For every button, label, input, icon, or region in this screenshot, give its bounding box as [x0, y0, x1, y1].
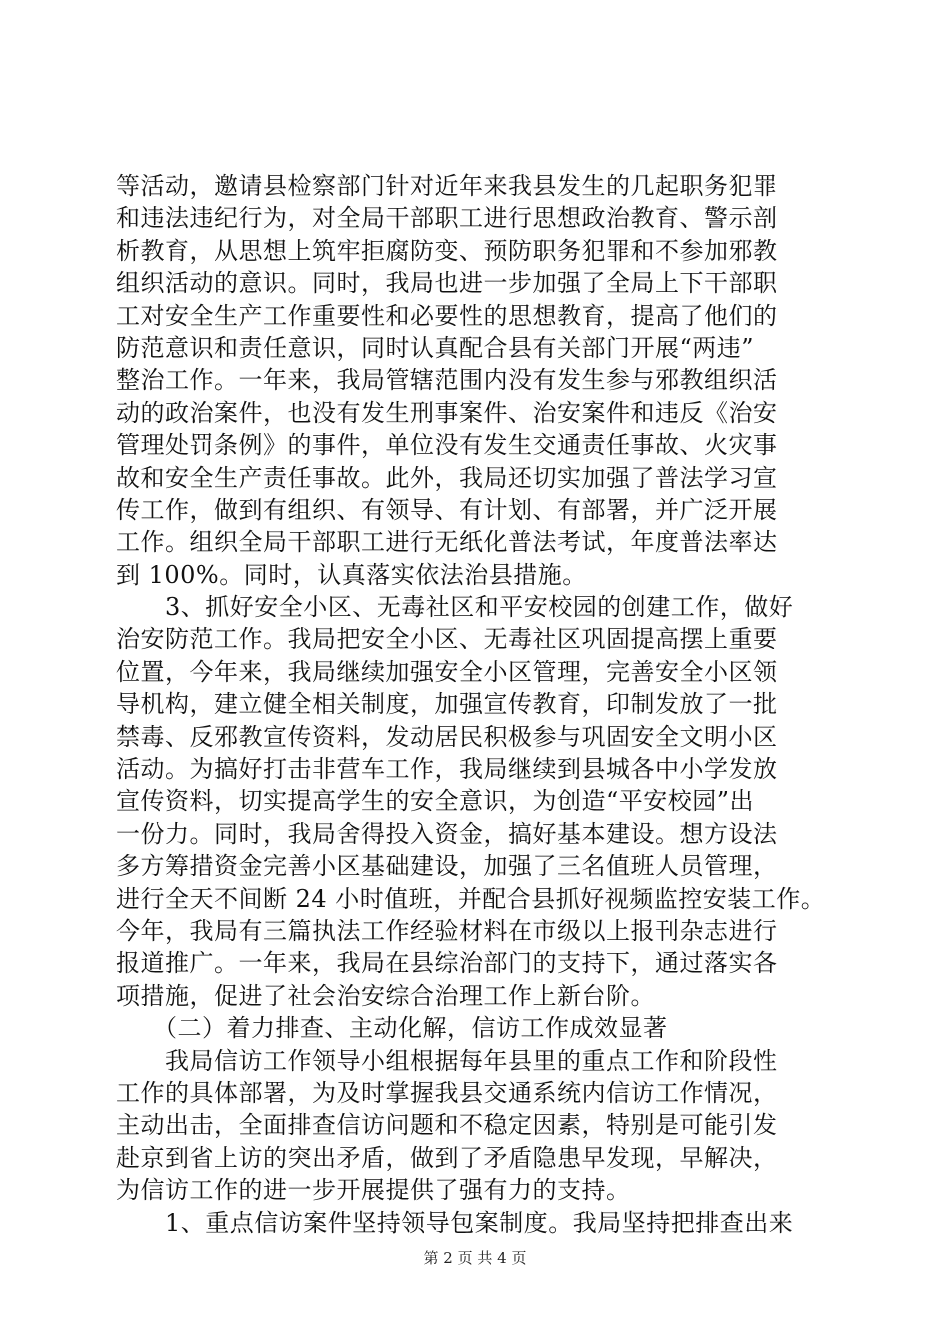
text-line: 一份力。同时，我局舍得投入资金，搞好基本建设。想方设法 — [116, 819, 778, 848]
text-line: 主动出击，全面排查信访问题和不稳定因素，特别是可能引发 — [116, 1111, 778, 1140]
text-line: 和违法违纪行为，对全局干部职工进行思想政治教育、警示剖 — [116, 204, 778, 233]
body-text — [116, 170, 836, 1239]
text-line: 进行全天不间断 24 小时值班，并配合县抓好视频监控安装工作。 — [116, 884, 826, 913]
text-line: 导机构，建立健全相关制度，加强宣传教育，印制发放了一批 — [116, 690, 778, 719]
text-line: 整治工作。一年来，我局管辖范围内没有发生参与邪教组织活 — [116, 366, 778, 395]
text-line: 工作。组织全局干部职工进行无纸化普法考试，年度普法率达 — [116, 528, 778, 557]
text-line: 1、重点信访案件坚持领导包案制度。我局坚持把排查出来 — [116, 1208, 794, 1237]
page-footer — [0, 1247, 950, 1268]
text-line: 析教育，从思想上筑牢拒腐防变、预防职务犯罪和不参加邪教 — [116, 236, 778, 265]
text-line: 等活动，邀请县检察部门针对近年来我县发生的几起职务犯罪 — [116, 172, 778, 200]
text-line: 动的政治案件，也没有发生刑事案件、治安案件和违反《治安 — [116, 398, 778, 427]
text-line: 3、抓好安全小区、无毒社区和平安校园的创建工作，做好 — [116, 593, 794, 622]
text-line: 组织活动的意识。同时，我局也进一步加强了全局上下干部职 — [116, 269, 778, 298]
page-number-label: 第 2 页 共 4 页 — [423, 1249, 527, 1267]
text-line: 项措施，促进了社会治安综合治理工作上新台阶。 — [116, 981, 655, 1010]
text-line: 赴京到省上访的突出矛盾，做到了矛盾隐患早发现，早解决， — [116, 1143, 778, 1172]
text-line: 活动。为搞好打击非营车工作，我局继续到县城各中小学发放 — [116, 755, 778, 784]
text-line: 为信访工作的进一步开展提供了强有力的支持。 — [116, 1176, 631, 1205]
text-line: 禁毒、反邪教宣传资料，发动居民积极参与巩固安全文明小区 — [116, 722, 778, 751]
text-line: 治安防范工作。我局把安全小区、无毒社区巩固提高摆上重要 — [116, 625, 778, 654]
text-line: 工作的具体部署，为及时掌握我县交通系统内信访工作情况， — [116, 1078, 778, 1107]
text-line: 我局信访工作领导小组根据每年县里的重点工作和阶段性 — [116, 1046, 778, 1075]
text-line: 防范意识和责任意识，同时认真配合县有关部门开展“两违” — [116, 333, 755, 362]
text-line: 报道推广。一年来，我局在县综治部门的支持下，通过落实各 — [116, 949, 778, 978]
text-line: 故和安全生产责任事故。此外，我局还切实加强了普法学习宣 — [116, 463, 778, 492]
text-line: 位置，今年来，我局继续加强安全小区管理，完善安全小区领 — [116, 657, 778, 686]
text-line: （二）着力排查、主动化解，信访工作成效显著 — [116, 1014, 668, 1043]
text-line: 传工作，做到有组织、有领导、有计划、有部署，并广泛开展 — [116, 495, 778, 524]
text-line: 今年，我局有三篇执法工作经验材料在市级以上报刊杂志进行 — [116, 916, 778, 945]
text-line: 到 100%。同时，认真落实依法治县措施。 — [116, 560, 587, 589]
text-line: 多方筹措资金完善小区基础建设，加强了三名值班人员管理， — [116, 852, 778, 881]
text-line: 管理处罚条例》的事件，单位没有发生交通责任事故、火灾事 — [116, 431, 778, 460]
text-line: 宣传资料，切实提高学生的安全意识，为创造“平安校园”出 — [116, 787, 755, 816]
text-line: 工对安全生产工作重要性和必要性的思想教育，提高了他们的 — [116, 301, 778, 330]
